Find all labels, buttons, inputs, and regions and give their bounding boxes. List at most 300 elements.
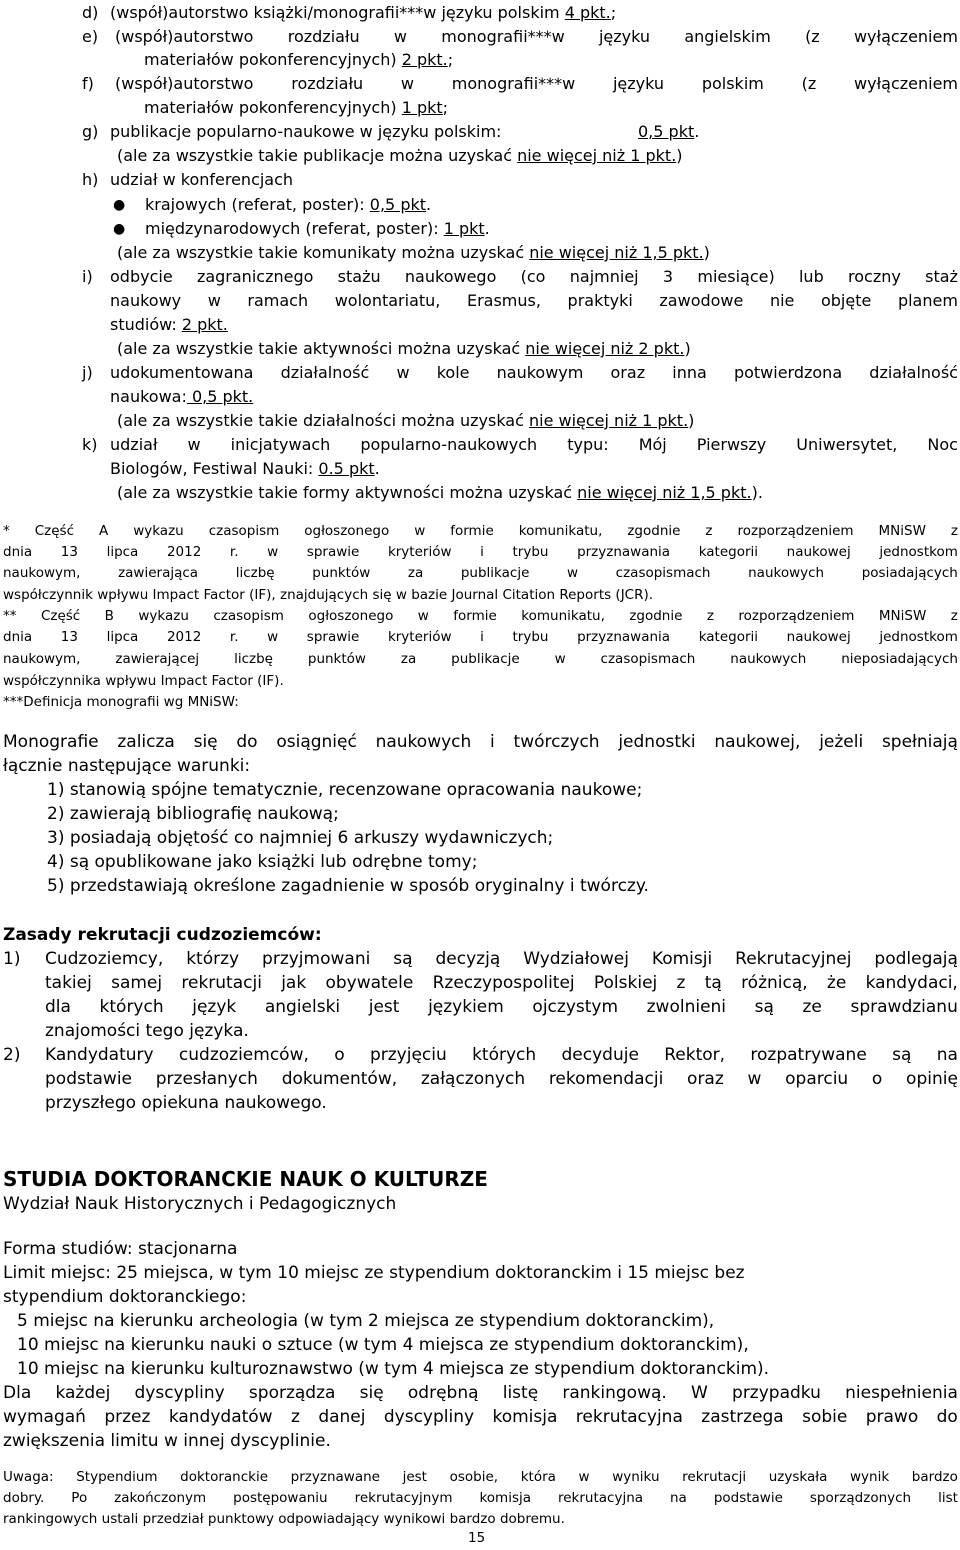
word: stażu	[337, 267, 381, 286]
foreigners-rule-1-marker: 1)	[3, 949, 21, 969]
word: spełniają	[881, 732, 958, 752]
word: wykazu	[138, 608, 189, 624]
word: przyznawane	[290, 1469, 380, 1485]
word: naukowy	[110, 291, 182, 310]
word: list	[938, 1490, 958, 1506]
word: dyscypliny	[383, 1407, 475, 1427]
ranking-line2	[3, 1406, 958, 1428]
word: rozdziału	[291, 74, 364, 93]
word: (z	[805, 27, 820, 46]
word: na	[936, 1045, 958, 1065]
word: 2012	[166, 629, 202, 645]
word: jest	[368, 997, 400, 1017]
word: W	[691, 1383, 708, 1403]
word: z	[950, 608, 958, 624]
word: monografii***w	[441, 27, 565, 46]
word: Rekrutacyjnej	[735, 949, 852, 969]
word: w	[414, 523, 426, 539]
word: naukowych	[748, 565, 825, 581]
word: o	[334, 1045, 345, 1065]
word: inna	[672, 363, 707, 382]
footnote-2-line1	[3, 606, 958, 626]
word: kandydatów	[168, 1407, 273, 1427]
ranking-line1	[3, 1382, 958, 1404]
word: kryteriów	[387, 544, 452, 560]
word: decyzją	[435, 949, 501, 969]
word: oraz	[687, 1069, 724, 1089]
item-k-line2: Biologów, Festiwal Nauki: 0.5 pkt.	[110, 459, 380, 478]
word: dyscypliny	[134, 1383, 225, 1403]
item-j-note: (ale za wszystkie takie działalności można uzyskać nie więcej niż 1 pkt.)	[117, 411, 695, 430]
monograph-intro-line2: łącznie następujące warunki:	[3, 756, 251, 776]
program-faculty: Wydział Nauk Historycznych i Pedagogicznych	[3, 1194, 397, 1214]
word: B	[104, 608, 114, 624]
word: zalicza	[117, 732, 175, 752]
word: czasopism	[208, 523, 280, 539]
word: Kandydatury	[45, 1045, 154, 1065]
item-marker-h: h)	[82, 170, 99, 189]
word: punktów	[312, 565, 371, 581]
item-e-line1	[115, 26, 958, 48]
word: takiej	[45, 973, 92, 993]
word: w	[187, 435, 201, 454]
word: rekrutacyjnym	[354, 1490, 453, 1506]
word: przesłanych	[155, 1069, 258, 1089]
word: naukowym	[496, 363, 584, 382]
word: r.	[229, 629, 239, 645]
word: uzyskała	[768, 1469, 828, 1485]
word: Erasmus,	[466, 291, 541, 310]
word: publikacje	[451, 651, 520, 667]
foreigners-rule-2-line3: przyszłego opiekuna naukowego.	[45, 1093, 327, 1113]
word: wymagań	[3, 1407, 86, 1427]
bullet-icon: ●	[113, 197, 126, 213]
word: inicjatywach	[230, 435, 331, 454]
ranking-line3: zwiększenia limitu w innej dyscyplinie.	[3, 1431, 331, 1451]
word: dla	[45, 997, 71, 1017]
item-j-line2: naukowa: 0,5 pkt.	[110, 387, 254, 406]
word: wyniku	[612, 1469, 660, 1485]
word: dobry.	[3, 1490, 45, 1506]
word: różnicą,	[741, 973, 808, 993]
word: postępowaniu	[233, 1490, 328, 1506]
word: podstawie	[713, 1490, 783, 1506]
word: potwierdzona	[733, 363, 843, 382]
word: z	[705, 523, 713, 539]
word: zakończonym	[114, 1490, 207, 1506]
word: dnia	[3, 629, 33, 645]
word: najmniej	[569, 267, 639, 286]
word: jednostkom	[879, 544, 958, 560]
word: rankingową.	[562, 1383, 667, 1403]
word: w	[396, 363, 410, 382]
word: roczny	[848, 267, 901, 286]
word: których	[472, 1045, 537, 1065]
word: naukowych	[730, 651, 807, 667]
word: język	[192, 997, 237, 1017]
word: naukowym,	[3, 651, 81, 667]
item-marker-j: j)	[82, 363, 93, 382]
word: rekomendacji	[548, 1069, 664, 1089]
word: w	[554, 651, 566, 667]
word: zgodnie	[627, 523, 681, 539]
footnote-2-line2	[3, 627, 958, 647]
word: tą	[704, 973, 722, 993]
foreigners-section-title: Zasady rekrutacji cudzoziemców:	[3, 925, 322, 945]
word: udokumentowana	[110, 363, 254, 382]
word: angielski	[264, 997, 341, 1017]
word: rekrutacyjna	[575, 1407, 683, 1427]
word: oparciu	[785, 1069, 849, 1089]
footnote-1-line4: współczynnik wpływu Impact Factor (IF), znajdujących się w bazie Journal Citation Reports (JCR).	[3, 587, 654, 603]
word: rozporządzeniem	[738, 608, 855, 624]
word: MNiSW	[878, 523, 926, 539]
word: obywatele	[325, 973, 414, 993]
limit-cultural-studies: 10 miejsc na kierunku kulturoznawstwo (w tym 4 miejsca ze stypendium doktoranckim).	[17, 1359, 770, 1379]
word: jak	[281, 973, 307, 993]
monograph-condition-1: 1) stanowią spójne tematycznie, recenzowane opracowania naukowe;	[47, 780, 643, 800]
foreigners-rule-1-line1	[45, 948, 958, 970]
word: wolontariatu,	[334, 291, 441, 310]
word: rekrutacji	[181, 973, 262, 993]
word: z	[290, 1407, 300, 1427]
footnote-1-line1	[3, 521, 958, 541]
word: komisja	[492, 1407, 558, 1427]
item-j-line1	[110, 362, 958, 384]
word: za	[407, 565, 424, 581]
word: decyduje	[561, 1045, 639, 1065]
word: w	[267, 629, 279, 645]
item-marker-i: i)	[82, 267, 93, 286]
word: trybu	[512, 544, 549, 560]
word: sobie	[802, 1407, 848, 1427]
word: Wydziałowej	[523, 949, 629, 969]
word: naukowych	[375, 732, 472, 752]
word: angielskim	[684, 27, 771, 46]
word: planem	[897, 291, 958, 310]
word: kandydaci,	[865, 973, 958, 993]
word: objęte	[820, 291, 872, 310]
word: polskim	[701, 74, 764, 93]
word: i	[480, 629, 484, 645]
word: dnia	[3, 544, 33, 560]
word: że	[826, 973, 847, 993]
word: nieposiadających	[841, 651, 958, 667]
word: formie	[453, 608, 497, 624]
word: prawo	[865, 1407, 919, 1427]
item-i-line1	[110, 266, 958, 288]
item-k-line1	[110, 434, 958, 456]
word: i	[480, 544, 484, 560]
word: wynik	[850, 1469, 890, 1485]
monograph-condition-4: 4) są opublikowane jako książki lub odrębne tomy;	[47, 852, 478, 872]
word: niespełnienia	[845, 1383, 958, 1403]
limit-art-history: 10 miejsc na kierunku nauki o sztuce (w tym 4 miejsca ze stypendium doktoranckim),	[17, 1335, 749, 1355]
word: Część	[34, 523, 74, 539]
word: Noc	[927, 435, 958, 454]
bullet-icon: ●	[113, 221, 126, 237]
word: sprawdzianu	[850, 997, 958, 1017]
word: sporządzonych	[809, 1490, 912, 1506]
word: Stypendium	[76, 1469, 158, 1485]
word: kryteriów	[387, 629, 452, 645]
footnote-1-line3	[3, 563, 958, 583]
word: jeżeli	[819, 732, 864, 752]
word: która	[520, 1469, 556, 1485]
word: liczbę	[234, 651, 273, 667]
word: lub	[798, 267, 824, 286]
item-marker-k: k)	[82, 435, 98, 454]
word: zagranicznego	[196, 267, 314, 286]
foreigners-rule-2-line2	[45, 1068, 958, 1090]
item-f-line1	[115, 73, 958, 95]
word: wyłączeniem	[854, 74, 958, 93]
footnote-2-line3	[3, 649, 958, 669]
word: jest	[402, 1469, 427, 1485]
word: Po	[71, 1490, 88, 1506]
limit-line1: Limit miejsc: 25 miejsca, w tym 10 miejsc ze stypendium doktoranckim i 15 miejsc bez	[3, 1263, 745, 1283]
word: zgodnie	[629, 608, 683, 624]
word: w	[267, 544, 279, 560]
word: bardzo	[911, 1469, 958, 1485]
monograph-intro-line1	[3, 731, 958, 753]
word: osiągnięć	[276, 732, 357, 752]
word: formie	[450, 523, 494, 539]
word: A	[98, 523, 109, 539]
word: w	[400, 74, 414, 93]
word: wykazu	[133, 523, 184, 539]
word: podlegają	[874, 949, 958, 969]
word: do	[936, 1407, 958, 1427]
word: **	[3, 608, 17, 624]
word: MNiSW	[878, 608, 927, 624]
item-k-note: (ale za wszystkie takie formy aktywności można uzyskać nie więcej niż 1,5 pkt.).	[117, 483, 763, 502]
monograph-condition-3: 3) posiadają objętość co najmniej 6 arkuszy wydawniczych;	[47, 828, 554, 848]
item-marker-f: f)	[82, 74, 94, 93]
word: z	[706, 608, 714, 624]
word: których	[99, 997, 164, 1017]
word: naukowej	[786, 544, 851, 560]
word: za	[400, 651, 417, 667]
word: Komisji	[651, 949, 713, 969]
word: przyznawania	[577, 544, 671, 560]
word: rozdziału	[287, 27, 360, 46]
word: udział	[110, 435, 158, 454]
word: doktoranckie	[180, 1469, 269, 1485]
item-h-bullet-2: międzynarodowych (referat, poster): 1 pkt.	[145, 219, 490, 238]
item-e-line2: materiałów pokonferencyjnych) 2 pkt.;	[144, 50, 454, 69]
word: praktyki	[567, 291, 633, 310]
word: kategorii	[698, 629, 759, 645]
word: 13	[60, 544, 78, 560]
word: działalność	[869, 363, 958, 382]
word: na	[670, 1490, 687, 1506]
item-marker-e: e)	[82, 27, 99, 46]
item-h-bullet-1: krajowych (referat, poster): 0,5 pkt.	[145, 195, 432, 214]
word: komunikatu,	[521, 608, 605, 624]
word: monografii***w	[451, 74, 576, 93]
word: zwolnieni	[646, 997, 727, 1017]
word: 3	[662, 267, 674, 286]
word: komisja	[479, 1490, 532, 1506]
word: kole	[436, 363, 470, 382]
word: przyznawania	[577, 629, 671, 645]
limit-archeology: 5 miejsc na kierunku archeologia (w tym 2 miejsca ze stypendium doktoranckim),	[17, 1311, 715, 1331]
word: sprawie	[306, 544, 360, 560]
item-marker-d: d)	[82, 3, 99, 22]
word: ramach	[247, 291, 309, 310]
word: nie	[769, 291, 795, 310]
word: podstawie	[45, 1069, 133, 1089]
word: typu:	[567, 435, 609, 454]
word: o	[871, 1069, 883, 1089]
item-f-line2: materiałów pokonferencyjnych) 1 pkt;	[144, 98, 449, 117]
word: (z	[801, 74, 817, 93]
word: osobie,	[449, 1469, 499, 1485]
word: Cudzoziemcy,	[45, 949, 164, 969]
word: przez	[104, 1407, 151, 1427]
word: do	[236, 732, 258, 752]
word: się	[193, 732, 218, 752]
word: listę	[502, 1383, 539, 1403]
word: czasopismach	[615, 565, 711, 581]
word: rekrutacji	[682, 1469, 747, 1485]
word: lipca	[106, 629, 139, 645]
word: 13	[60, 629, 78, 645]
word: jednostki	[618, 732, 696, 752]
word: czasopismach	[600, 651, 696, 667]
word: się	[359, 1383, 384, 1403]
word: opinię	[906, 1069, 958, 1089]
word: językiem	[428, 997, 504, 1017]
word: liczbę	[235, 565, 275, 581]
word: Mój	[638, 435, 667, 454]
word: w	[393, 27, 407, 46]
foreigners-rule-1-line2	[45, 972, 958, 994]
word: 2012	[166, 544, 202, 560]
word: staż	[925, 267, 958, 286]
monograph-condition-5: 5) przedstawiają określone zagadnienie w sposób oryginalny i twórczy.	[47, 876, 649, 896]
word: działalność	[280, 363, 370, 382]
monograph-condition-2: 2) zawierają bibliografię naukową;	[47, 804, 339, 824]
word: kategorii	[698, 544, 759, 560]
word: którzy	[186, 949, 240, 969]
word: (współ)autorstwo	[115, 27, 254, 46]
word: i	[490, 732, 495, 752]
footnote-3: ***Definicja monografii wg MNiSW:	[3, 694, 239, 710]
word: języku	[612, 74, 665, 93]
word: rozpatrywane	[750, 1045, 867, 1065]
word: cudzoziemców,	[178, 1045, 309, 1065]
word: jednostkom	[879, 629, 958, 645]
word: w	[207, 291, 221, 310]
foreigners-rule-1-line4: znajomości tego języka.	[45, 1021, 249, 1041]
item-i-line3: studiów: 2 pkt.	[110, 315, 228, 334]
word: w	[578, 1469, 590, 1485]
word: Pierwszy	[696, 435, 767, 454]
word: są	[393, 949, 413, 969]
word: przypadku	[732, 1383, 821, 1403]
word: r.	[229, 544, 239, 560]
word: rozporządzeniem	[737, 523, 854, 539]
item-g-text: publikacje popularno-naukowe w języku polskim:	[110, 122, 502, 141]
foreigners-rule-2-line1	[45, 1044, 958, 1066]
word: w	[747, 1069, 762, 1089]
word: oraz	[610, 363, 646, 382]
foreigners-rule-1-line3	[45, 996, 958, 1018]
word: komunikatu,	[518, 523, 603, 539]
word: czasopism	[213, 608, 284, 624]
word: zawierająca	[118, 565, 199, 581]
word: z	[676, 973, 686, 993]
word: Dla	[3, 1383, 32, 1403]
word: rekrutacyjna	[557, 1490, 644, 1506]
word: Monografie	[3, 732, 99, 752]
word: ojczystym	[532, 997, 619, 1017]
word: miesiące)	[697, 267, 775, 286]
word: Rzeczypospolitej	[432, 973, 575, 993]
note-line2	[3, 1488, 958, 1508]
word: odrębną	[407, 1383, 479, 1403]
word: ogłoszonego	[304, 523, 390, 539]
word: sprawie	[306, 629, 360, 645]
word: publikacje	[460, 565, 530, 581]
note-line3: rankingowych ustali przedział punktowy odpowiadający wynikowi bardzo dobremu.	[3, 1511, 565, 1527]
item-marker-g: g)	[82, 122, 99, 141]
word: zawierającej	[115, 651, 200, 667]
word: są	[754, 997, 774, 1017]
footnote-2-line4: współczynnika wpływu Impact Factor (IF).	[3, 673, 284, 689]
item-h-note: (ale za wszystkie takie komunikaty można uzyskać nie więcej niż 1,5 pkt.)	[117, 243, 710, 262]
note-line1	[3, 1467, 958, 1487]
word: zawodowe	[659, 291, 744, 310]
item-h-text: udział w konferencjach	[110, 170, 294, 189]
word: odbycie	[110, 267, 173, 286]
word: sporządza	[248, 1383, 336, 1403]
page-number: 15	[468, 1530, 486, 1546]
word: w	[417, 608, 429, 624]
word: naukowym,	[3, 565, 81, 581]
word: przyjmowani	[262, 949, 371, 969]
item-g-note: (ale za wszystkie takie publikacje można uzyskać nie więcej niż 1 pkt.)	[117, 146, 683, 165]
program-title: STUDIA DOKTORANCKIE NAUK O KULTURZE	[3, 1167, 488, 1191]
word: posiadających	[861, 565, 958, 581]
study-form: Forma studiów: stacjonarna	[3, 1239, 238, 1259]
item-g-points: 0,5 pkt.	[638, 122, 700, 141]
word: punktów	[307, 651, 366, 667]
word: samej	[111, 973, 163, 993]
word: popularno-naukowych	[360, 435, 538, 454]
item-d-text: (współ)autorstwo książki/monografii***w języku polskim 4 pkt.;	[110, 3, 617, 22]
word: dokumentów,	[281, 1069, 398, 1089]
word: (współ)autorstwo	[115, 74, 254, 93]
word: zastrzega	[701, 1407, 784, 1427]
word: naukowego	[404, 267, 497, 286]
word: języku	[598, 27, 651, 46]
word: każdej	[55, 1383, 111, 1403]
item-i-line2	[110, 290, 958, 312]
word: Rektor,	[664, 1045, 726, 1065]
foreigners-rule-2-marker: 2)	[3, 1045, 21, 1065]
word: naukowej,	[714, 732, 801, 752]
word: *	[3, 523, 10, 539]
word: danej	[318, 1407, 366, 1427]
word: lipca	[106, 544, 139, 560]
limit-line2: stypendium doktoranckiego:	[3, 1287, 247, 1307]
word: w	[567, 565, 579, 581]
word: wyłączeniem	[853, 27, 958, 46]
word: twórczych	[513, 732, 600, 752]
